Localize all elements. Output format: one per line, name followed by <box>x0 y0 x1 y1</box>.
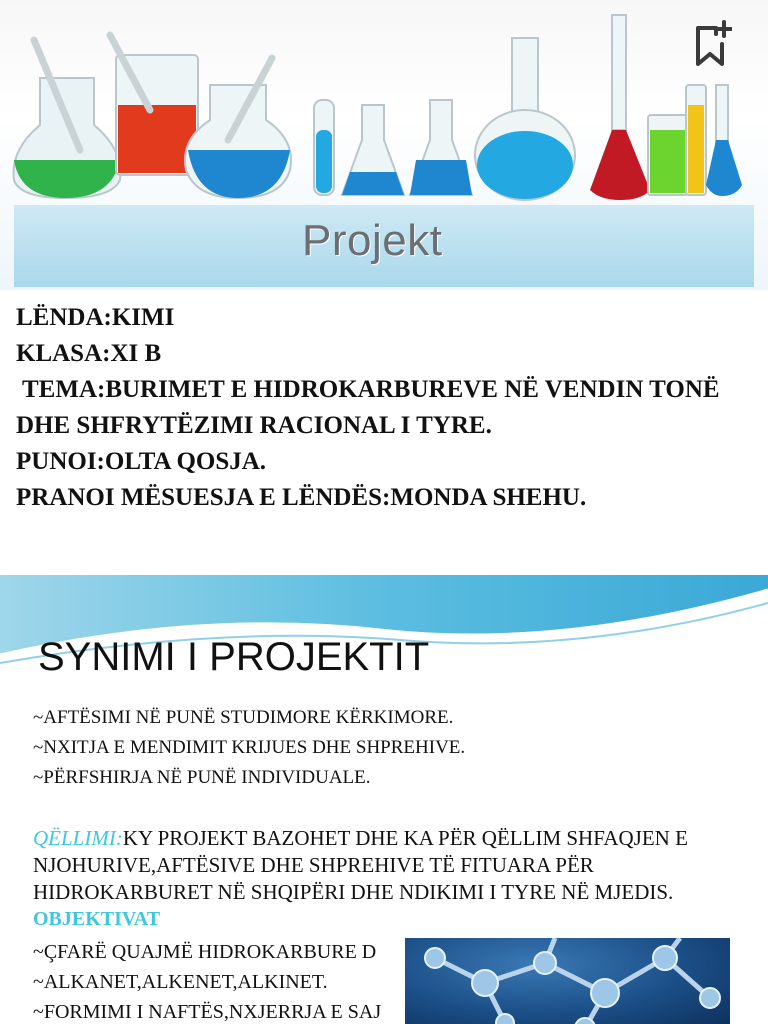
objectives-list <box>33 937 381 1024</box>
list-item: ~ÇFARË QUAJMË HIDROKARBURE D <box>33 941 377 963</box>
goal-label: QËLLIMI: <box>33 826 123 850</box>
section-title: SYNIMI I PROJEKTIT <box>38 635 430 679</box>
author-line: PUNOI:OLTA QOSJA. <box>16 448 267 475</box>
hero-banner <box>0 0 768 290</box>
small-blue-flask <box>706 85 742 196</box>
conical-flask-2 <box>410 100 472 195</box>
list-item: ~FORMIMI I NAFTËS,NXJERRJA E SAJ <box>33 1001 382 1023</box>
list-item: ~PËRFSHIRJA NË PUNË INDIVIDUALE. <box>33 767 371 788</box>
goal-text: KY PROJEKT BAZOHET DHE KA PËR QËLLIM SHFAQJEN E NJOHURIVE,AFTËSIVE DHE SHPREHIVE TË FITUARA PËR HIDROKARBURET NË SHQIPËRI DHE NDIKIMI I TYRE NË MJEDIS. <box>33 826 688 904</box>
bookmark-add-icon[interactable] <box>692 20 732 70</box>
conical-flask-1 <box>342 105 404 195</box>
red-flask <box>590 15 650 200</box>
list-item: ~AFTËSIMI NË PUNË STUDIMORE KËRKIMORE. <box>33 707 454 728</box>
teacher-line: PRANOI MËSUESJA E LËNDËS:MONDA SHEHU. <box>16 484 587 511</box>
slide-aims <box>0 575 768 1024</box>
test-tube <box>314 100 334 195</box>
project-info <box>16 300 756 516</box>
green-beaker <box>14 40 121 198</box>
aims-list <box>33 703 465 793</box>
list-item: ~NXITJA E MENDIMIT KRIJUES DHE SHPREHIVE. <box>33 737 466 758</box>
subject-line: LËNDA:KIMI <box>16 304 175 331</box>
class-line: KLASA:XI B <box>16 340 162 367</box>
projekt-title: Projekt <box>302 216 443 265</box>
blue-flask <box>185 58 291 198</box>
round-bottom-flask <box>475 38 575 200</box>
green-cylinder <box>648 115 688 195</box>
objectives-label: OBJEKTIVAT <box>33 908 161 930</box>
list-item: ~ALKANET,ALKENET,ALKINET. <box>33 971 328 993</box>
molecule-structure-image <box>405 938 730 1024</box>
goal-paragraph <box>33 825 738 906</box>
topic-line: TEMA:BURIMET E HIDROKARBUREVE NË VENDIN TONË DHE SHFRYTËZIMI RACIONAL I TYRE. <box>16 376 720 439</box>
yellow-tube <box>686 85 706 195</box>
